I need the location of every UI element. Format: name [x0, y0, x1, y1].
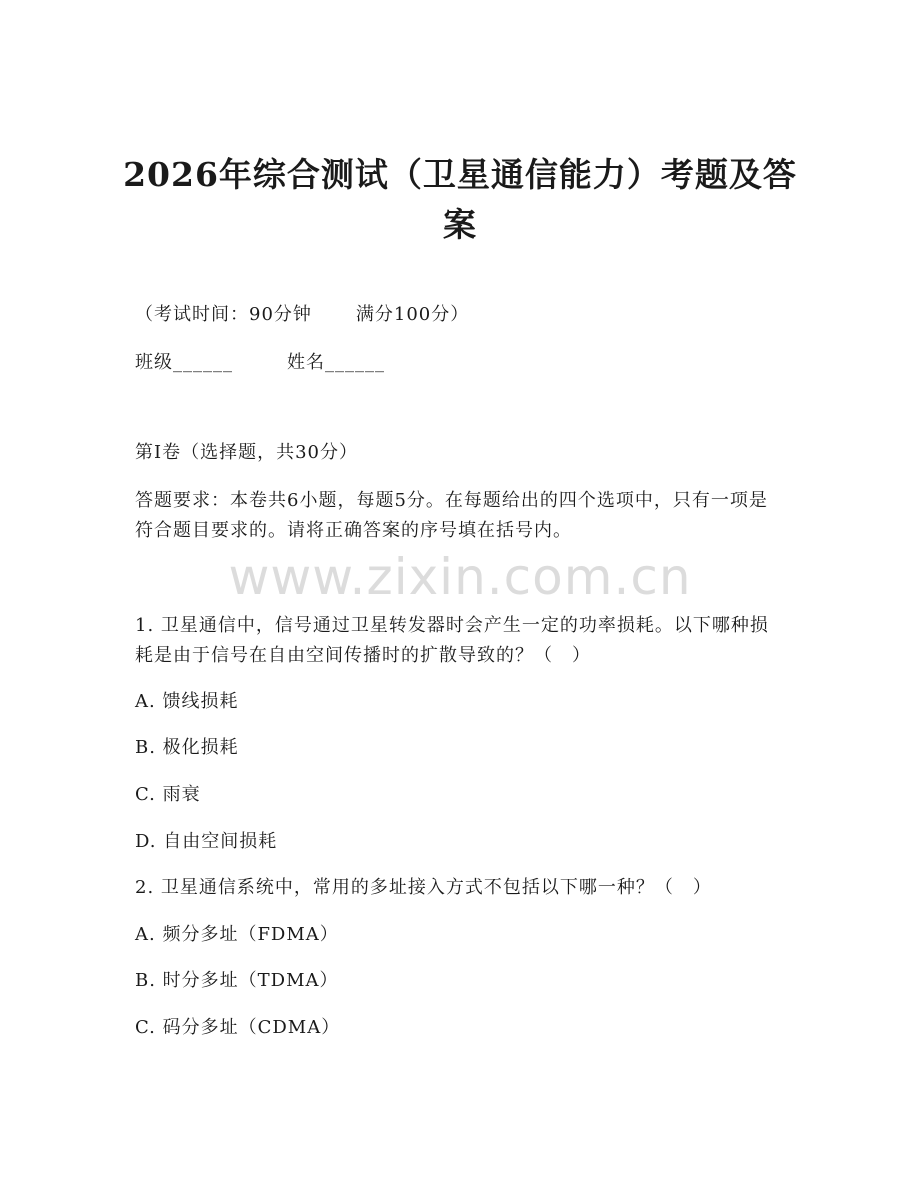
watermark: www.zixin.com.cn: [228, 548, 692, 606]
question-1-option-b: B. 极化损耗: [135, 737, 239, 758]
question-1-option-d: D. 自由空间损耗: [135, 831, 278, 852]
exam-time: （考试时间：90分钟: [135, 304, 312, 325]
question-1-option-a: A. 馈线损耗: [135, 691, 239, 712]
document-title: 2026年综合测试（卫星通信能力）考题及答案: [123, 155, 797, 244]
question-2-option-b: B. 时分多址（TDMA）: [135, 970, 339, 991]
question-2-option-a: A. 频分多址（FDMA）: [135, 924, 339, 945]
instructions: 答题要求：本卷共6小题，每题5分。在每题给出的四个选项中，只有一项是符合题目要求的。请将正确答案的序号填在括号内。: [135, 490, 768, 541]
name-field: 姓名______: [287, 352, 385, 373]
question-2-stem: 2. 卫星通信系统中，常用的多址接入方式不包括以下哪一种？（ ）: [135, 877, 712, 898]
student-info-line: [135, 348, 385, 378]
question-1-stem: 1. 卫星通信中，信号通过卫星转发器时会产生一定的功率损耗。以下哪种损耗是由于信号在自由空间传播时的扩散导致的？（ ）: [135, 615, 769, 666]
full-score: 满分100分）: [355, 304, 470, 325]
class-field: 班级______: [135, 352, 233, 373]
question-2-option-c: C. 码分多址（CDMA）: [135, 1017, 341, 1038]
section-title: 第I卷（选择题，共30分）: [135, 442, 359, 463]
question-1-option-c: C. 雨衰: [135, 784, 201, 805]
exam-info-line: [135, 300, 469, 330]
